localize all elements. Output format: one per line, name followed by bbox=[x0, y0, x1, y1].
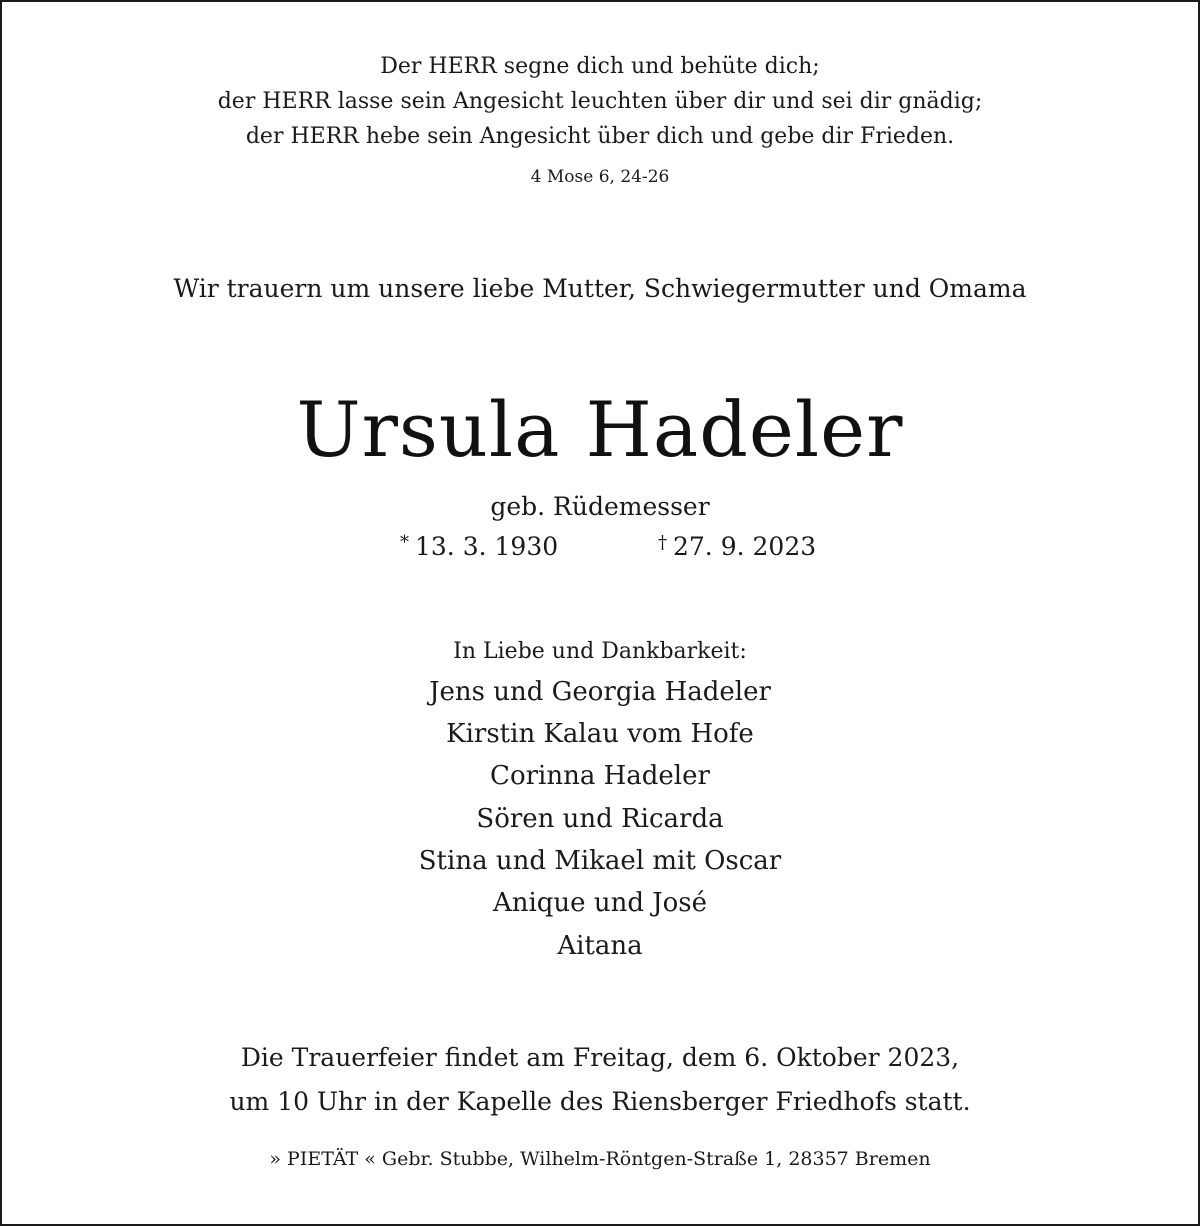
mourner-name: Stina und Mikael mit Oscar bbox=[418, 846, 782, 876]
birth-star-icon: * bbox=[400, 532, 409, 553]
mourner-name: Jens und Georgia Hadeler bbox=[429, 677, 771, 707]
mourner-name: Corinna Hadeler bbox=[490, 761, 710, 791]
blessing-line-1: Der HERR segne dich und behüte dich; bbox=[380, 54, 820, 79]
death-date-value: 27. 9. 2023 bbox=[673, 532, 817, 561]
mourner-name: Aitana bbox=[557, 931, 643, 961]
service-line-1: Die Trauerfeier findet am Freitag, dem 6. Oktober 2023, bbox=[240, 1043, 960, 1072]
blessing-line-3: der HERR hebe sein Angesicht über dich und gebe dir Frieden. bbox=[245, 124, 955, 149]
mourning-intro: Wir trauern um unsere liebe Mutter, Schwiegermutter und Omama bbox=[173, 274, 1027, 303]
maiden-name: geb. Rüdemesser bbox=[490, 492, 710, 521]
birth-date-value: 13. 3. 1930 bbox=[415, 532, 559, 561]
mourner-name: Sören und Ricarda bbox=[476, 804, 724, 834]
mourner-name: Kirstin Kalau vom Hofe bbox=[446, 719, 754, 749]
birth-date bbox=[400, 532, 558, 561]
deceased-name: Ursula Hadeler bbox=[296, 385, 904, 474]
death-date bbox=[658, 532, 816, 561]
service-line-2: um 10 Uhr in der Kapelle des Riensberger Friedhofs statt. bbox=[229, 1087, 971, 1116]
blessing-line-2: der HERR lasse sein Angesicht leuchten über dir und sei dir gnädig; bbox=[217, 89, 983, 114]
bible-reference: 4 Mose 6, 24-26 bbox=[530, 167, 670, 187]
death-cross-icon: † bbox=[658, 532, 667, 553]
mourners-heading: In Liebe und Dankbarkeit: bbox=[453, 639, 747, 664]
undertaker-address: » PIETÄT « Gebr. Stubbe, Wilhelm-Röntgen-Straße 1, 28357 Bremen bbox=[269, 1148, 931, 1170]
mourner-name: Anique und José bbox=[492, 888, 708, 918]
